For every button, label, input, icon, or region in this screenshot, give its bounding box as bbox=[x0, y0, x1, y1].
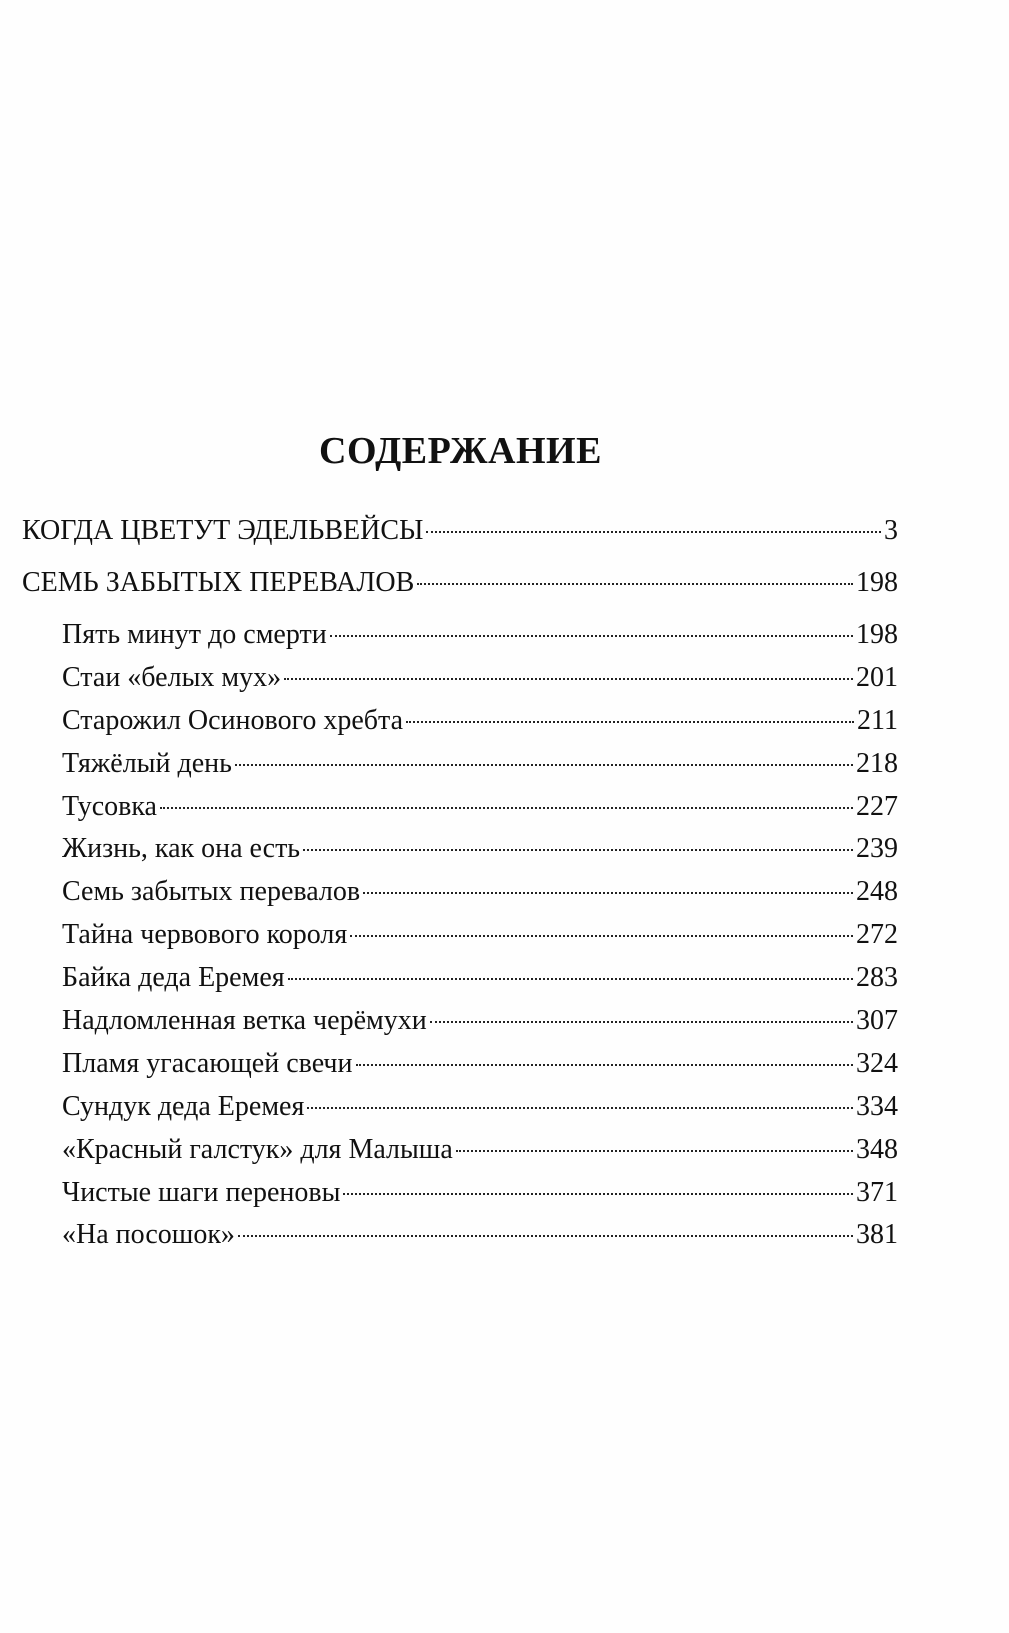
dot-leader bbox=[330, 635, 853, 637]
toc-entry-title: Тусовка bbox=[62, 790, 157, 822]
dot-leader bbox=[238, 1235, 853, 1237]
dot-leader bbox=[406, 721, 854, 723]
toc-entry-title: Старожил Осинового хребта bbox=[62, 704, 404, 736]
dot-leader bbox=[363, 892, 853, 894]
toc-entry bbox=[22, 1214, 898, 1257]
toc-entry-page: 248 bbox=[856, 876, 898, 908]
toc-entry bbox=[22, 1172, 898, 1215]
dot-leader bbox=[426, 531, 881, 533]
toc-entry bbox=[22, 743, 898, 786]
dot-leader bbox=[417, 583, 853, 585]
dot-leader bbox=[350, 935, 853, 937]
toc-entry-title: Жизнь, как она есть bbox=[62, 833, 301, 865]
dot-leader bbox=[430, 1021, 853, 1023]
toc-entry-title: Чистые шаги переновы bbox=[62, 1176, 341, 1208]
toc-entry bbox=[22, 700, 898, 743]
toc-entry-page: 239 bbox=[856, 833, 898, 865]
toc-entry-page: 211 bbox=[857, 704, 898, 736]
toc-entry-title: Байка деда Еремея bbox=[62, 962, 285, 994]
toc-entry-page: 348 bbox=[856, 1133, 898, 1165]
toc-entry bbox=[22, 786, 898, 829]
toc-entry bbox=[22, 614, 898, 657]
toc-entry-title: Надломленная ветка черёмухи bbox=[62, 1005, 427, 1037]
toc-entry-page: 283 bbox=[856, 962, 898, 994]
toc-entry-title: Сундук деда Еремея bbox=[62, 1090, 305, 1122]
toc-entry-title: КОГДА ЦВЕТУТ ЭДЕЛЬВЕЙСЫ bbox=[22, 515, 424, 546]
dot-leader bbox=[343, 1193, 853, 1195]
page-title: СОДЕРЖАНИЕ bbox=[319, 430, 602, 472]
toc-entry-title: «Красный галстук» для Малыша bbox=[62, 1133, 453, 1165]
toc-entry-page: 201 bbox=[856, 661, 898, 693]
toc-entry bbox=[22, 1129, 898, 1172]
toc-entry-page: 218 bbox=[856, 747, 898, 779]
toc-entry bbox=[22, 1043, 898, 1086]
toc-entry bbox=[22, 957, 898, 1000]
toc-entry-page: 198 bbox=[856, 619, 898, 650]
dot-leader bbox=[303, 849, 853, 851]
toc-entry-page: 307 bbox=[856, 1005, 898, 1037]
toc-entry bbox=[22, 562, 898, 614]
toc-entry bbox=[22, 1086, 898, 1129]
toc-entry bbox=[22, 871, 898, 914]
toc-entry bbox=[22, 657, 898, 700]
table-of-contents bbox=[22, 510, 898, 1257]
toc-entry-title: Семь забытых перевалов bbox=[62, 876, 361, 908]
toc-entry-title: Пламя угасающей свечи bbox=[62, 1047, 353, 1079]
toc-entry-page: 371 bbox=[856, 1176, 898, 1208]
toc-entry-title: Стаи «белых мух» bbox=[62, 661, 282, 693]
dot-leader bbox=[235, 764, 853, 766]
dot-leader bbox=[356, 1064, 854, 1066]
toc-entry-title: «На посошок» bbox=[62, 1219, 235, 1251]
toc-entry-title: Тайна червового короля bbox=[62, 919, 348, 951]
toc-entry bbox=[22, 828, 898, 871]
toc-entry-title: Пять минут до смерти bbox=[62, 619, 327, 650]
toc-entry-page: 198 bbox=[856, 567, 898, 598]
toc-entry bbox=[22, 1000, 898, 1043]
toc-entry-title: Тяжёлый день bbox=[62, 747, 232, 779]
toc-entry-page: 324 bbox=[856, 1047, 898, 1079]
toc-entry-page: 272 bbox=[856, 919, 898, 951]
toc-entry-page: 334 bbox=[856, 1090, 898, 1122]
toc-entry bbox=[22, 510, 898, 562]
toc-entry-page: 3 bbox=[884, 515, 898, 546]
dot-leader bbox=[307, 1107, 853, 1109]
dot-leader bbox=[288, 978, 853, 980]
dot-leader bbox=[284, 678, 853, 680]
toc-entry-title: СЕМЬ ЗАБЫТЫХ ПЕРЕВАЛОВ bbox=[22, 567, 415, 598]
dot-leader bbox=[456, 1150, 853, 1152]
toc-entry-page: 227 bbox=[856, 790, 898, 822]
dot-leader bbox=[160, 807, 853, 809]
toc-entry-page: 381 bbox=[856, 1219, 898, 1251]
toc-entry bbox=[22, 914, 898, 957]
